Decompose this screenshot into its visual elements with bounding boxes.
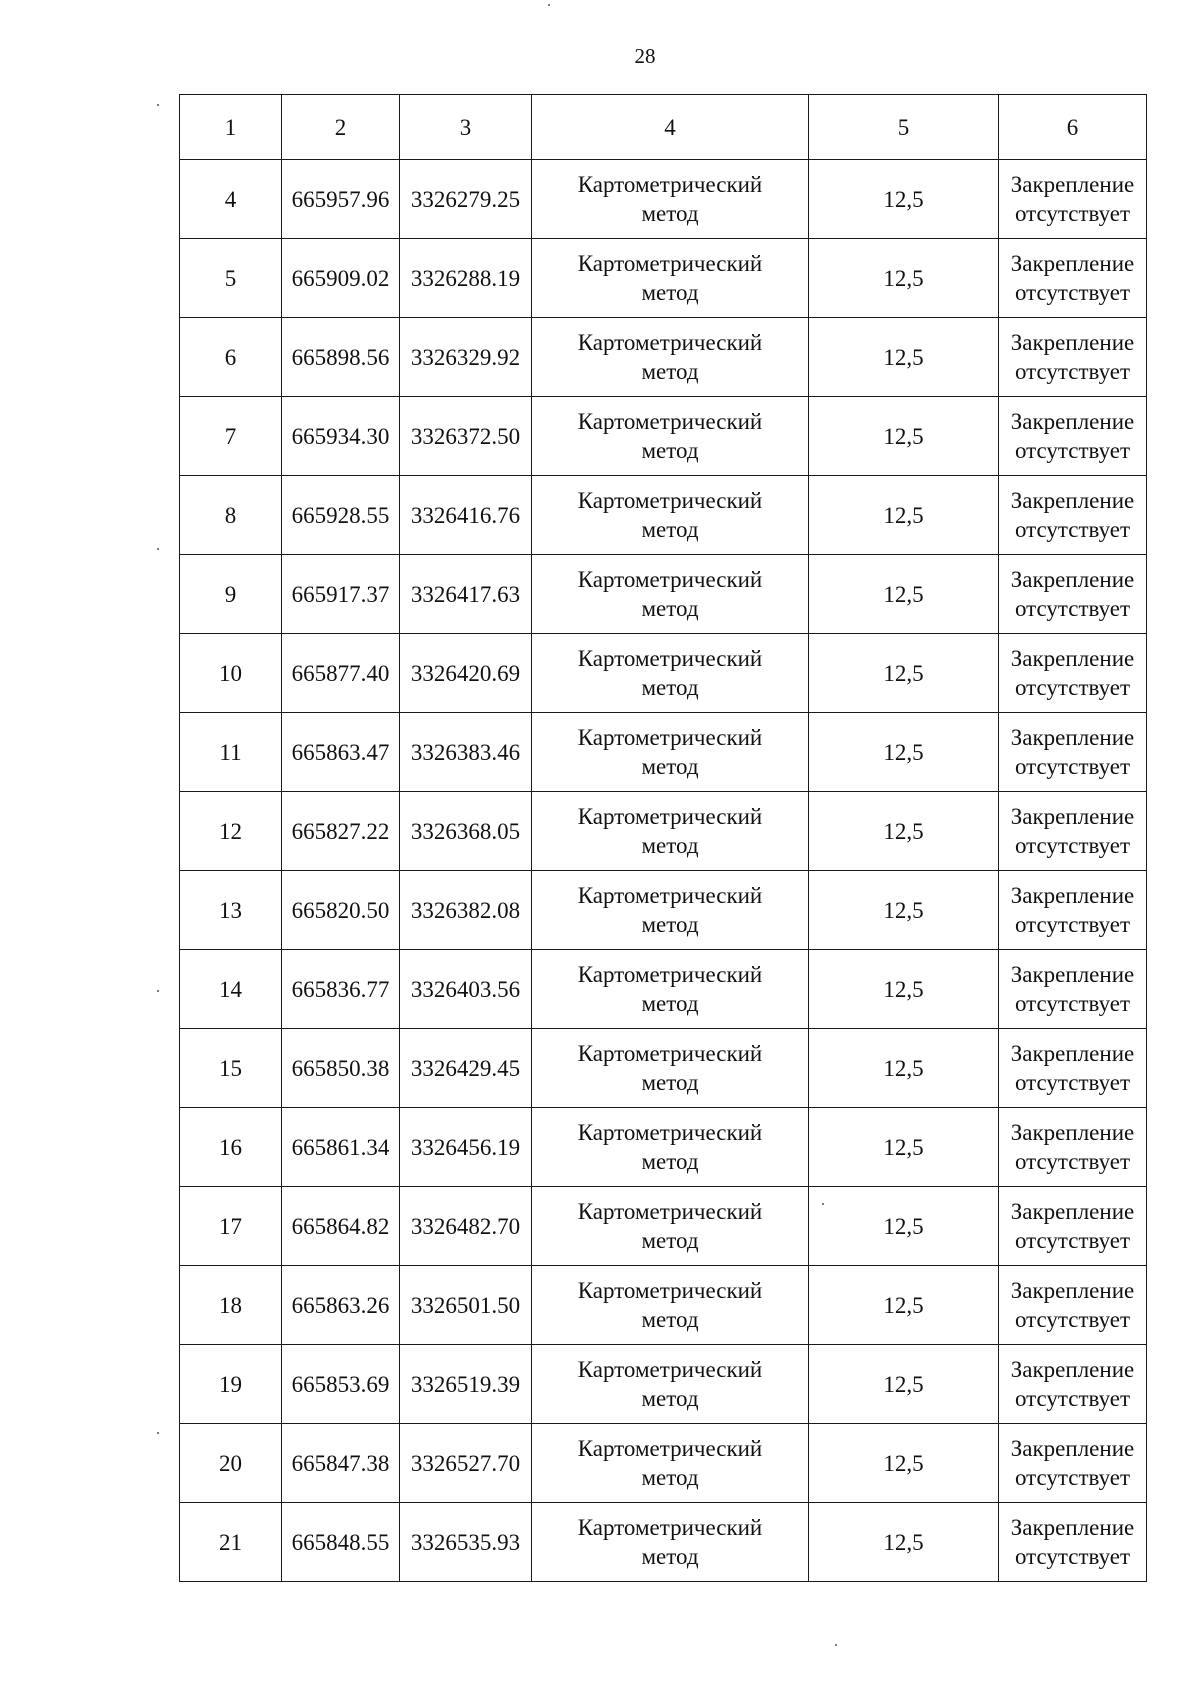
scan-speck (822, 1203, 824, 1205)
x-coordinate-cell: 665861.34 (282, 1108, 400, 1187)
note-text: Закрепление (1010, 1199, 1135, 1224)
table-row (180, 871, 1147, 950)
point-number-cell: 7 (180, 397, 282, 476)
y-coordinate-cell: 3326429.45 (400, 1029, 532, 1108)
table-row (180, 634, 1147, 713)
table-row (180, 950, 1147, 1029)
accuracy-cell: 12,5 (809, 950, 999, 1029)
method-text: метод (641, 517, 699, 542)
accuracy-cell: 12,5 (809, 1345, 999, 1424)
table-row (180, 160, 1147, 239)
method-text: Картометрический (577, 1278, 763, 1303)
scan-speck (157, 548, 159, 550)
marking-note-cell (999, 1424, 1147, 1503)
table-row (180, 239, 1147, 318)
header-cell: 6 (999, 95, 1147, 160)
method-text: метод (641, 991, 699, 1016)
y-coordinate-cell: 3326403.56 (400, 950, 532, 1029)
point-number-cell: 21 (180, 1503, 282, 1582)
method-cell (532, 1345, 809, 1424)
note-text: Закрепление (1010, 1515, 1135, 1540)
table-row (180, 1108, 1147, 1187)
y-coordinate-cell: 3326279.25 (400, 160, 532, 239)
table-row (180, 1187, 1147, 1266)
table-row (180, 713, 1147, 792)
y-coordinate-cell: 3326383.46 (400, 713, 532, 792)
method-cell (532, 1503, 809, 1582)
method-cell (532, 950, 809, 1029)
scan-speck (157, 1432, 159, 1434)
method-text: метод (641, 1070, 699, 1095)
header-cell: 2 (282, 95, 400, 160)
table-header (180, 95, 1147, 160)
method-text: метод (641, 675, 699, 700)
method-text: Картометрический (577, 1515, 763, 1540)
table-row (180, 555, 1147, 634)
method-cell (532, 555, 809, 634)
method-cell (532, 239, 809, 318)
note-text: Закрепление (1010, 804, 1135, 829)
header-cell: 3 (400, 95, 532, 160)
method-text: метод (641, 1228, 699, 1253)
marking-note-cell (999, 1266, 1147, 1345)
x-coordinate-cell: 665848.55 (282, 1503, 400, 1582)
accuracy-cell: 12,5 (809, 1266, 999, 1345)
x-coordinate-cell: 665909.02 (282, 239, 400, 318)
x-coordinate-cell: 665847.38 (282, 1424, 400, 1503)
method-cell (532, 476, 809, 555)
note-text: отсутствует (1014, 201, 1131, 226)
marking-note-cell (999, 239, 1147, 318)
method-cell (532, 1424, 809, 1503)
accuracy-cell: 12,5 (809, 476, 999, 555)
x-coordinate-cell: 665898.56 (282, 318, 400, 397)
table-row (180, 1029, 1147, 1108)
point-number-cell: 5 (180, 239, 282, 318)
method-text: метод (641, 912, 699, 937)
marking-note-cell (999, 397, 1147, 476)
note-text: Закрепление (1010, 1357, 1135, 1382)
marking-note-cell (999, 634, 1147, 713)
note-text: Закрепление (1010, 330, 1135, 355)
marking-note-cell (999, 1503, 1147, 1582)
header-cell: 1 (180, 95, 282, 160)
method-text: Картометрический (577, 1436, 763, 1461)
x-coordinate-cell: 665928.55 (282, 476, 400, 555)
note-text: отсутствует (1014, 517, 1131, 542)
method-text: Картометрический (577, 725, 763, 750)
method-text: Картометрический (577, 488, 763, 513)
marking-note-cell (999, 318, 1147, 397)
method-text: Картометрический (577, 567, 763, 592)
note-text: Закрепление (1010, 172, 1135, 197)
header-cell: 4 (532, 95, 809, 160)
method-text: Картометрический (577, 804, 763, 829)
accuracy-cell: 12,5 (809, 555, 999, 634)
note-text: отсутствует (1014, 991, 1131, 1016)
table-row (180, 1503, 1147, 1582)
method-text: метод (641, 280, 699, 305)
y-coordinate-cell: 3326420.69 (400, 634, 532, 713)
accuracy-cell: 12,5 (809, 397, 999, 476)
note-text: Закрепление (1010, 251, 1135, 276)
method-text: Картометрический (577, 251, 763, 276)
table-row (180, 1424, 1147, 1503)
note-text: отсутствует (1014, 912, 1131, 937)
scan-speck (157, 990, 159, 992)
method-text: метод (641, 201, 699, 226)
accuracy-cell: 12,5 (809, 1029, 999, 1108)
x-coordinate-cell: 665877.40 (282, 634, 400, 713)
page-number: 28 (634, 44, 656, 68)
note-text: отсутствует (1014, 596, 1131, 621)
method-text: Картометрический (577, 883, 763, 908)
point-number-cell: 6 (180, 318, 282, 397)
marking-note-cell (999, 1345, 1147, 1424)
table-row (180, 1266, 1147, 1345)
note-text: Закрепление (1010, 488, 1135, 513)
scan-speck (835, 1644, 837, 1646)
method-text: Картометрический (577, 962, 763, 987)
point-number-cell: 20 (180, 1424, 282, 1503)
point-number-cell: 15 (180, 1029, 282, 1108)
method-cell (532, 1266, 809, 1345)
method-cell (532, 1108, 809, 1187)
accuracy-cell: 12,5 (809, 1503, 999, 1582)
note-text: отсутствует (1014, 1465, 1131, 1490)
method-text: Картометрический (577, 1199, 763, 1224)
method-cell (532, 397, 809, 476)
table-row (180, 1345, 1147, 1424)
note-text: отсутствует (1014, 1228, 1131, 1253)
y-coordinate-cell: 3326535.93 (400, 1503, 532, 1582)
method-text: Картометрический (577, 646, 763, 671)
method-text: Картометрический (577, 172, 763, 197)
note-text: Закрепление (1010, 883, 1135, 908)
point-number-cell: 10 (180, 634, 282, 713)
method-text: метод (641, 1544, 699, 1569)
point-number-cell: 16 (180, 1108, 282, 1187)
method-cell (532, 792, 809, 871)
y-coordinate-cell: 3326482.70 (400, 1187, 532, 1266)
y-coordinate-cell: 3326527.70 (400, 1424, 532, 1503)
scan-speck (548, 4, 550, 6)
y-coordinate-cell: 3326288.19 (400, 239, 532, 318)
method-cell (532, 160, 809, 239)
note-text: Закрепление (1010, 409, 1135, 434)
method-text: метод (641, 833, 699, 858)
note-text: отсутствует (1014, 1070, 1131, 1095)
marking-note-cell (999, 476, 1147, 555)
marking-note-cell (999, 1029, 1147, 1108)
accuracy-cell: 12,5 (809, 871, 999, 950)
marking-note-cell (999, 1108, 1147, 1187)
x-coordinate-cell: 665853.69 (282, 1345, 400, 1424)
point-number-cell: 12 (180, 792, 282, 871)
header-row (180, 95, 1147, 160)
method-text: Картометрический (577, 1041, 763, 1066)
scan-speck (157, 104, 159, 106)
table-body (180, 160, 1147, 1582)
note-text: отсутствует (1014, 438, 1131, 463)
marking-note-cell (999, 555, 1147, 634)
y-coordinate-cell: 3326368.05 (400, 792, 532, 871)
table-row (180, 792, 1147, 871)
method-text: Картометрический (577, 330, 763, 355)
point-number-cell: 17 (180, 1187, 282, 1266)
method-text: метод (641, 596, 699, 621)
method-text: метод (641, 359, 699, 384)
y-coordinate-cell: 3326501.50 (400, 1266, 532, 1345)
note-text: Закрепление (1010, 1436, 1135, 1461)
x-coordinate-cell: 665827.22 (282, 792, 400, 871)
note-text: Закрепление (1010, 567, 1135, 592)
y-coordinate-cell: 3326417.63 (400, 555, 532, 634)
marking-note-cell (999, 160, 1147, 239)
x-coordinate-cell: 665820.50 (282, 871, 400, 950)
accuracy-cell: 12,5 (809, 160, 999, 239)
point-number-cell: 14 (180, 950, 282, 1029)
accuracy-cell: 12,5 (809, 713, 999, 792)
method-text: Картометрический (577, 1120, 763, 1145)
note-text: отсутствует (1014, 754, 1131, 779)
accuracy-cell: 12,5 (809, 318, 999, 397)
x-coordinate-cell: 665864.82 (282, 1187, 400, 1266)
method-text: метод (641, 1307, 699, 1332)
note-text: отсутствует (1014, 1307, 1131, 1332)
x-coordinate-cell: 665850.38 (282, 1029, 400, 1108)
note-text: Закрепление (1010, 1120, 1135, 1145)
accuracy-cell: 12,5 (809, 239, 999, 318)
marking-note-cell (999, 713, 1147, 792)
note-text: отсутствует (1014, 1149, 1131, 1174)
y-coordinate-cell: 3326372.50 (400, 397, 532, 476)
note-text: отсутствует (1014, 1544, 1131, 1569)
point-number-cell: 13 (180, 871, 282, 950)
method-text: Картометрический (577, 1357, 763, 1382)
table-row (180, 476, 1147, 555)
marking-note-cell (999, 792, 1147, 871)
accuracy-cell: 12,5 (809, 1187, 999, 1266)
method-cell (532, 713, 809, 792)
x-coordinate-cell: 665863.26 (282, 1266, 400, 1345)
note-text: Закрепление (1010, 646, 1135, 671)
method-cell (532, 1187, 809, 1266)
note-text: Закрепление (1010, 1041, 1135, 1066)
method-text: метод (641, 1149, 699, 1174)
note-text: отсутствует (1014, 1386, 1131, 1411)
method-text: метод (641, 1465, 699, 1490)
note-text: отсутствует (1014, 359, 1131, 384)
y-coordinate-cell: 3326416.76 (400, 476, 532, 555)
method-cell (532, 318, 809, 397)
method-text: метод (641, 1386, 699, 1411)
point-number-cell: 8 (180, 476, 282, 555)
x-coordinate-cell: 665863.47 (282, 713, 400, 792)
y-coordinate-cell: 3326519.39 (400, 1345, 532, 1424)
x-coordinate-cell: 665934.30 (282, 397, 400, 476)
note-text: отсутствует (1014, 280, 1131, 305)
accuracy-cell: 12,5 (809, 1424, 999, 1503)
y-coordinate-cell: 3326329.92 (400, 318, 532, 397)
header-cell: 5 (809, 95, 999, 160)
note-text: отсутствует (1014, 675, 1131, 700)
point-number-cell: 11 (180, 713, 282, 792)
accuracy-cell: 12,5 (809, 634, 999, 713)
y-coordinate-cell: 3326382.08 (400, 871, 532, 950)
note-text: отсутствует (1014, 833, 1131, 858)
point-number-cell: 4 (180, 160, 282, 239)
accuracy-cell: 12,5 (809, 792, 999, 871)
accuracy-cell: 12,5 (809, 1108, 999, 1187)
method-text: метод (641, 754, 699, 779)
point-number-cell: 9 (180, 555, 282, 634)
marking-note-cell (999, 1187, 1147, 1266)
point-number-cell: 19 (180, 1345, 282, 1424)
method-text: метод (641, 438, 699, 463)
method-cell (532, 634, 809, 713)
method-cell (532, 871, 809, 950)
point-number-cell: 18 (180, 1266, 282, 1345)
y-coordinate-cell: 3326456.19 (400, 1108, 532, 1187)
table-row (180, 397, 1147, 476)
note-text: Закрепление (1010, 1278, 1135, 1303)
x-coordinate-cell: 665957.96 (282, 160, 400, 239)
marking-note-cell (999, 950, 1147, 1029)
method-text: Картометрический (577, 409, 763, 434)
method-cell (532, 1029, 809, 1108)
note-text: Закрепление (1010, 725, 1135, 750)
x-coordinate-cell: 665836.77 (282, 950, 400, 1029)
coordinates-table (179, 94, 1147, 1582)
note-text: Закрепление (1010, 962, 1135, 987)
table-row (180, 318, 1147, 397)
x-coordinate-cell: 665917.37 (282, 555, 400, 634)
marking-note-cell (999, 871, 1147, 950)
